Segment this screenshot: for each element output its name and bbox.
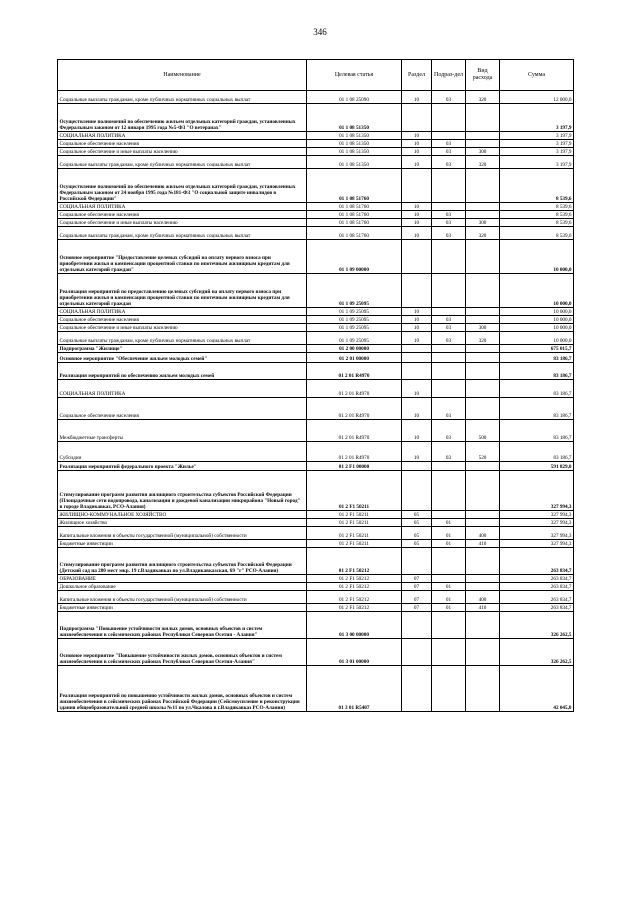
cell-target-article: 01 3 01 00000 <box>307 639 402 666</box>
cell-name: Подпрограмма "Жилище" <box>58 345 307 353</box>
table-row <box>58 203 574 211</box>
table-row <box>58 639 574 666</box>
cell-sum: 8 539,6 <box>500 169 574 203</box>
cell-subsection <box>432 511 466 519</box>
cell-sum: 326 262,5 <box>500 639 574 666</box>
cell-name: Бюджетные инвестиции <box>58 604 307 612</box>
table-row <box>58 316 574 324</box>
cell-name: Основное мероприятие "Повышение устойчивости жилых домов, основных объектов и систем жизнеобеспечения в сейсмических районах Республики Северная Осетия-Алания" <box>58 639 307 666</box>
cell-subsection: 03 <box>432 156 466 169</box>
cell-section: 10 <box>402 380 432 398</box>
cell-section: 10 <box>402 148 432 156</box>
cell-target-article: 01 2 F1 50211 <box>307 511 402 519</box>
cell-expense-type <box>466 471 500 511</box>
cell-expense-type: 410 <box>466 540 500 548</box>
cell-target-article: 01 2 F1 50211 <box>307 540 402 548</box>
cell-target-article: 01 2 F1 50212 <box>307 591 402 604</box>
cell-target-article: 01 2 F1 50211 <box>307 471 402 511</box>
cell-section <box>402 363 432 380</box>
cell-subsection <box>432 471 466 511</box>
cell-name: СОЦИАЛЬНАЯ ПОЛИТИКА <box>58 380 307 398</box>
table-row <box>58 540 574 548</box>
cell-expense-type <box>466 345 500 353</box>
table-row <box>58 104 574 132</box>
cell-target-article: 01 2 01 R4970 <box>307 398 402 420</box>
table-row <box>58 353 574 363</box>
cell-sum: 263 834,7 <box>500 548 574 575</box>
table-row <box>58 471 574 511</box>
table-row <box>58 462 574 471</box>
cell-name: Подпрограмма "Повышение устойчивости жилых домов, основных объектов и систем жизнеобеспечения в сейсмических районах Республики Северная Осетия - Алания" <box>58 612 307 639</box>
table-row <box>58 227 574 240</box>
cell-target-article: 01 2 F1 00000 <box>307 462 402 471</box>
cell-subsection <box>432 353 466 363</box>
cell-sum: 8 539,6 <box>500 227 574 240</box>
page-number: 346 <box>313 27 327 37</box>
table-row <box>58 575 574 583</box>
table-row <box>58 332 574 345</box>
cell-subsection: 03 <box>432 316 466 324</box>
cell-expense-type <box>466 380 500 398</box>
cell-sum: 591 829,0 <box>500 462 574 471</box>
cell-subsection <box>432 274 466 308</box>
cell-sum: 3 197,9 <box>500 148 574 156</box>
cell-section: 10 <box>402 420 432 442</box>
cell-target-article: 01 1 09 25095 <box>307 316 402 324</box>
cell-subsection <box>432 308 466 316</box>
cell-section <box>402 462 432 471</box>
header-section: Раздел <box>402 60 432 91</box>
cell-target-article: 01 2 00 00000 <box>307 345 402 353</box>
cell-subsection: 03 <box>432 211 466 219</box>
table-row <box>58 591 574 604</box>
cell-name: Социальное обеспечение и иные выплаты населению <box>58 148 307 156</box>
cell-target-article: 01 2 01 R4970 <box>307 420 402 442</box>
cell-section <box>402 345 432 353</box>
cell-sum: 263 834,7 <box>500 583 574 591</box>
cell-sum: 10 000,0 <box>500 308 574 316</box>
cell-section: 10 <box>402 332 432 345</box>
cell-target-article: 01 3 01 R5407 <box>307 666 402 712</box>
table-row <box>58 324 574 332</box>
cell-sum: 10 000,0 <box>500 274 574 308</box>
cell-subsection: 03 <box>432 227 466 240</box>
cell-subsection <box>432 363 466 380</box>
cell-section: 10 <box>402 211 432 219</box>
cell-expense-type <box>466 308 500 316</box>
cell-expense-type: 320 <box>466 91 500 104</box>
cell-sum: 3 197,9 <box>500 104 574 132</box>
cell-section: 10 <box>402 227 432 240</box>
cell-name: Дошкольное образование <box>58 583 307 591</box>
header-expense-type: Вид расхода <box>466 60 500 91</box>
cell-sum: 8 539,6 <box>500 219 574 227</box>
cell-target-article: 01 1 09 00000 <box>307 240 402 274</box>
header-name: Наименование <box>58 60 307 91</box>
cell-subsection <box>432 380 466 398</box>
cell-name: СОЦИАЛЬНАЯ ПОЛИТИКА <box>58 308 307 316</box>
cell-name: СОЦИАЛЬНАЯ ПОЛИТИКА <box>58 132 307 140</box>
table-row <box>58 211 574 219</box>
cell-section: 10 <box>402 316 432 324</box>
cell-target-article: 01 1 08 51350 <box>307 156 402 169</box>
table-row <box>58 169 574 203</box>
header-subsection: Подраз-дел <box>432 60 466 91</box>
cell-name: СОЦИАЛЬНАЯ ПОЛИТИКА <box>58 203 307 211</box>
cell-section <box>402 471 432 511</box>
table-row <box>58 666 574 712</box>
cell-section: 10 <box>402 203 432 211</box>
cell-name: Осуществление полномочий по обеспечению жильем отдельных категорий граждан, установленных Федеральным законом от 24 ноября 1995 года №181-ФЗ "О социальной защите инвалидов в Российской Федерации" <box>58 169 307 203</box>
table-row <box>58 148 574 156</box>
cell-expense-type: 400 <box>466 591 500 604</box>
cell-sum: 263 834,7 <box>500 604 574 612</box>
cell-subsection: 01 <box>432 540 466 548</box>
cell-expense-type <box>466 353 500 363</box>
cell-sum: 8 539,6 <box>500 211 574 219</box>
cell-section: 05 <box>402 519 432 527</box>
cell-name: Бюджетные инвестиции <box>58 540 307 548</box>
cell-expense-type <box>466 583 500 591</box>
cell-section: 05 <box>402 511 432 519</box>
cell-name: Субсидии <box>58 442 307 462</box>
cell-target-article: 01 2 01 R4970 <box>307 363 402 380</box>
table-row <box>58 345 574 353</box>
cell-expense-type <box>466 240 500 274</box>
cell-name: Межбюджетные трансферты <box>58 420 307 442</box>
cell-section <box>402 353 432 363</box>
cell-subsection <box>432 345 466 353</box>
cell-subsection <box>432 203 466 211</box>
table-row <box>58 140 574 148</box>
cell-sum: 10 000,0 <box>500 240 574 274</box>
cell-subsection: 01 <box>432 583 466 591</box>
cell-target-article: 01 1 08 51350 <box>307 140 402 148</box>
cell-sum: 263 834,7 <box>500 575 574 583</box>
cell-target-article: 01 2 F1 50212 <box>307 575 402 583</box>
cell-target-article: 01 2 F1 50211 <box>307 527 402 540</box>
cell-name: Реализация мероприятий по повышению устойчивости жилых домов, основных объектов и систем жизнеобеспечения в сейсмических районах Российской Федерации (Сейсмоусиление и реконструкция здания общеобразовательной средней школы №11 по ул.Чкалова в г.Владикавказ РСО-Алания) <box>58 666 307 712</box>
header-target-article: Целевая статья <box>307 60 402 91</box>
cell-expense-type <box>466 519 500 527</box>
cell-expense-type <box>466 666 500 712</box>
cell-sum: 83 186,7 <box>500 380 574 398</box>
cell-expense-type: 300 <box>466 148 500 156</box>
cell-sum: 675 015,7 <box>500 345 574 353</box>
cell-subsection: 03 <box>432 91 466 104</box>
budget-table <box>57 59 574 712</box>
cell-section <box>402 274 432 308</box>
cell-expense-type: 320 <box>466 227 500 240</box>
cell-section <box>402 666 432 712</box>
table-row <box>58 274 574 308</box>
cell-subsection <box>432 612 466 639</box>
cell-target-article: 01 2 F1 50212 <box>307 583 402 591</box>
cell-subsection: 03 <box>432 332 466 345</box>
cell-target-article: 01 1 09 25095 <box>307 308 402 316</box>
cell-section <box>402 639 432 666</box>
cell-section: 07 <box>402 604 432 612</box>
cell-sum: 83 186,7 <box>500 363 574 380</box>
cell-expense-type <box>466 548 500 575</box>
table-body <box>58 91 574 712</box>
cell-expense-type: 500 <box>466 420 500 442</box>
cell-sum: 12 000,0 <box>500 91 574 104</box>
cell-sum: 327 994,3 <box>500 540 574 548</box>
table-row <box>58 380 574 398</box>
cell-sum: 10 000,0 <box>500 332 574 345</box>
cell-subsection: 03 <box>432 219 466 227</box>
cell-expense-type <box>466 363 500 380</box>
cell-section: 10 <box>402 308 432 316</box>
cell-name: Стимулирование программ развития жилищного строительства субъектов Российской Федерации (Детский сад на 280 мест мкр. 19 г.Владикавказ по ул.Владикавказская, 69 "г" РСО-Алания) <box>58 548 307 575</box>
cell-target-article: 01 1 09 25095 <box>307 274 402 308</box>
cell-sum: 83 186,7 <box>500 420 574 442</box>
cell-expense-type <box>466 211 500 219</box>
cell-expense-type <box>466 169 500 203</box>
cell-target-article: 01 1 09 25095 <box>307 324 402 332</box>
cell-section <box>402 240 432 274</box>
table-row <box>58 91 574 104</box>
cell-target-article: 01 2 01 R4970 <box>307 442 402 462</box>
cell-target-article: 01 1 08 51760 <box>307 219 402 227</box>
cell-target-article: 01 1 08 51350 <box>307 132 402 140</box>
cell-name: ОБРАЗОВАНИЕ <box>58 575 307 583</box>
cell-expense-type <box>466 316 500 324</box>
table-row <box>58 420 574 442</box>
table-row <box>58 519 574 527</box>
cell-subsection: 01 <box>432 527 466 540</box>
cell-expense-type <box>466 575 500 583</box>
cell-subsection <box>432 240 466 274</box>
cell-sum: 10 000,0 <box>500 324 574 332</box>
cell-sum: 326 262,5 <box>500 612 574 639</box>
table-row <box>58 219 574 227</box>
cell-subsection <box>432 548 466 575</box>
table-row <box>58 604 574 612</box>
cell-section: 05 <box>402 527 432 540</box>
table-row <box>58 442 574 462</box>
cell-section <box>402 104 432 132</box>
cell-subsection <box>432 104 466 132</box>
budget-table-container <box>57 59 573 712</box>
cell-sum: 263 834,7 <box>500 591 574 604</box>
cell-name: Капитальные вложения в объекты государственной (муниципальной) собственности <box>58 527 307 540</box>
cell-expense-type <box>466 140 500 148</box>
cell-name: Осуществление полномочий по обеспечению жильем отдельных категорий граждан, установленных Федеральным законом от 12 января 1995 года №5-ФЗ "О ветеранах" <box>58 104 307 132</box>
table-row <box>58 132 574 140</box>
cell-name: Социальные выплаты гражданам, кроме публичных нормативных социальных выплат <box>58 332 307 345</box>
cell-expense-type <box>466 274 500 308</box>
cell-target-article: 01 2 F1 50212 <box>307 548 402 575</box>
cell-sum: 327 994,3 <box>500 519 574 527</box>
cell-subsection <box>432 639 466 666</box>
cell-section <box>402 548 432 575</box>
cell-name: Социальное обеспечение населения <box>58 398 307 420</box>
cell-sum: 327 994,3 <box>500 527 574 540</box>
table-row <box>58 308 574 316</box>
table-header-row <box>58 60 574 91</box>
cell-expense-type <box>466 462 500 471</box>
cell-section <box>402 169 432 203</box>
cell-name: Социальные выплаты гражданам, кроме публичных нормативных социальных выплат <box>58 156 307 169</box>
cell-subsection <box>432 462 466 471</box>
cell-sum: 10 000,0 <box>500 316 574 324</box>
cell-subsection: 03 <box>432 398 466 420</box>
cell-name: Капитальные вложения в объекты государственной (муниципальной) собственности <box>58 591 307 604</box>
cell-target-article: 01 1 08 51760 <box>307 227 402 240</box>
cell-section: 10 <box>402 132 432 140</box>
cell-sum: 83 186,7 <box>500 442 574 462</box>
cell-name: Реализация мероприятий федерального проекта "Жилье" <box>58 462 307 471</box>
cell-section: 10 <box>402 442 432 462</box>
cell-subsection: 03 <box>432 324 466 332</box>
cell-name: Реализация мероприятий по обеспечению жильем молодых семей <box>58 363 307 380</box>
cell-section: 10 <box>402 140 432 148</box>
cell-name: ЖИЛИЩНО-КОММУНАЛЬНОЕ ХОЗЯЙСТВО <box>58 511 307 519</box>
cell-expense-type: 320 <box>466 332 500 345</box>
cell-name: Жилищное хозяйство <box>58 519 307 527</box>
cell-target-article: 01 2 01 R4970 <box>307 380 402 398</box>
cell-section: 07 <box>402 575 432 583</box>
cell-subsection: 01 <box>432 591 466 604</box>
cell-section: 05 <box>402 540 432 548</box>
cell-name: Социальное обеспечение населения <box>58 316 307 324</box>
cell-section: 07 <box>402 583 432 591</box>
cell-subsection: 03 <box>432 420 466 442</box>
cell-subsection: 01 <box>432 519 466 527</box>
cell-target-article: 01 2 F1 50212 <box>307 604 402 612</box>
cell-sum: 83 186,7 <box>500 353 574 363</box>
cell-name: Социальные выплаты гражданам, кроме публичных нормативных социальных выплат <box>58 227 307 240</box>
cell-name: Основное мероприятие "Предоставление целевых субсидий на оплату первого взноса при приобретении жилья и компенсации процентной ставки по ипотечным жилищным кредитам для отдельных категорий граждан" <box>58 240 307 274</box>
cell-sum: 83 186,7 <box>500 398 574 420</box>
cell-sum: 327 994,3 <box>500 471 574 511</box>
cell-expense-type <box>466 511 500 519</box>
table-row <box>58 583 574 591</box>
cell-name: Социальное обеспечение и иные выплаты населению <box>58 324 307 332</box>
cell-expense-type <box>466 398 500 420</box>
table-row <box>58 363 574 380</box>
table-row <box>58 527 574 540</box>
cell-target-article: 01 2 F1 50211 <box>307 519 402 527</box>
table-row <box>58 398 574 420</box>
cell-expense-type <box>466 132 500 140</box>
cell-name: Реализация мероприятий по предоставлению целевых субсидий на оплату первого взноса при приобретении жилья и компенсации процентной ставки по ипотечным жилищным кредитам для отдельных категорий граждан <box>58 274 307 308</box>
cell-target-article: 01 2 01 00000 <box>307 353 402 363</box>
cell-expense-type: 410 <box>466 604 500 612</box>
cell-subsection <box>432 169 466 203</box>
cell-subsection: 03 <box>432 442 466 462</box>
cell-subsection: 03 <box>432 140 466 148</box>
cell-name: Социальное обеспечение населения <box>58 140 307 148</box>
cell-section: 10 <box>402 219 432 227</box>
cell-target-article: 01 3 00 00000 <box>307 612 402 639</box>
cell-section: 10 <box>402 398 432 420</box>
cell-sum: 327 994,3 <box>500 511 574 519</box>
table-row <box>58 240 574 274</box>
cell-subsection: 03 <box>432 148 466 156</box>
table-row <box>58 612 574 639</box>
cell-expense-type: 300 <box>466 324 500 332</box>
cell-target-article: 01 1 08 51350 <box>307 104 402 132</box>
cell-section: 07 <box>402 591 432 604</box>
cell-subsection <box>432 132 466 140</box>
cell-name: Основное мероприятие "Обеспечение жильем молодых семей" <box>58 353 307 363</box>
cell-expense-type <box>466 104 500 132</box>
cell-name: Социальные выплаты гражданам, кроме публичных нормативных социальных выплат <box>58 91 307 104</box>
cell-section <box>402 612 432 639</box>
cell-expense-type: 320 <box>466 156 500 169</box>
cell-subsection <box>432 575 466 583</box>
cell-sum: 42 045,0 <box>500 666 574 712</box>
header-sum: Сумма <box>500 60 574 91</box>
cell-target-article: 01 1 08 51760 <box>307 211 402 219</box>
cell-expense-type <box>466 203 500 211</box>
cell-section: 10 <box>402 91 432 104</box>
table-row <box>58 548 574 575</box>
cell-target-article: 01 1 08 51350 <box>307 148 402 156</box>
cell-name: Социальное обеспечение и иные выплаты населению <box>58 219 307 227</box>
cell-expense-type <box>466 612 500 639</box>
table-row <box>58 156 574 169</box>
cell-expense-type: 300 <box>466 219 500 227</box>
cell-target-article: 01 1 09 25095 <box>307 332 402 345</box>
cell-expense-type: 520 <box>466 442 500 462</box>
cell-name: Социальное обеспечение населения <box>58 211 307 219</box>
cell-expense-type <box>466 639 500 666</box>
cell-target-article: 01 1 08 51760 <box>307 203 402 211</box>
cell-sum: 3 197,9 <box>500 156 574 169</box>
cell-target-article: 01 1 08 25090 <box>307 91 402 104</box>
table-row <box>58 511 574 519</box>
cell-sum: 3 197,9 <box>500 132 574 140</box>
cell-sum: 3 197,9 <box>500 140 574 148</box>
cell-target-article: 01 1 08 51760 <box>307 169 402 203</box>
cell-subsection <box>432 666 466 712</box>
cell-expense-type: 400 <box>466 527 500 540</box>
cell-section: 10 <box>402 156 432 169</box>
cell-name: Стимулирование программ развития жилищного строительства субъектов Российской Федерации (Площадочные сети водопровода, канализации и дождевой канализации микрорайона "Новый город" в городе Владикавказ, РСО-Алания) <box>58 471 307 511</box>
cell-subsection: 01 <box>432 604 466 612</box>
cell-section: 10 <box>402 324 432 332</box>
cell-sum: 8 539,6 <box>500 203 574 211</box>
